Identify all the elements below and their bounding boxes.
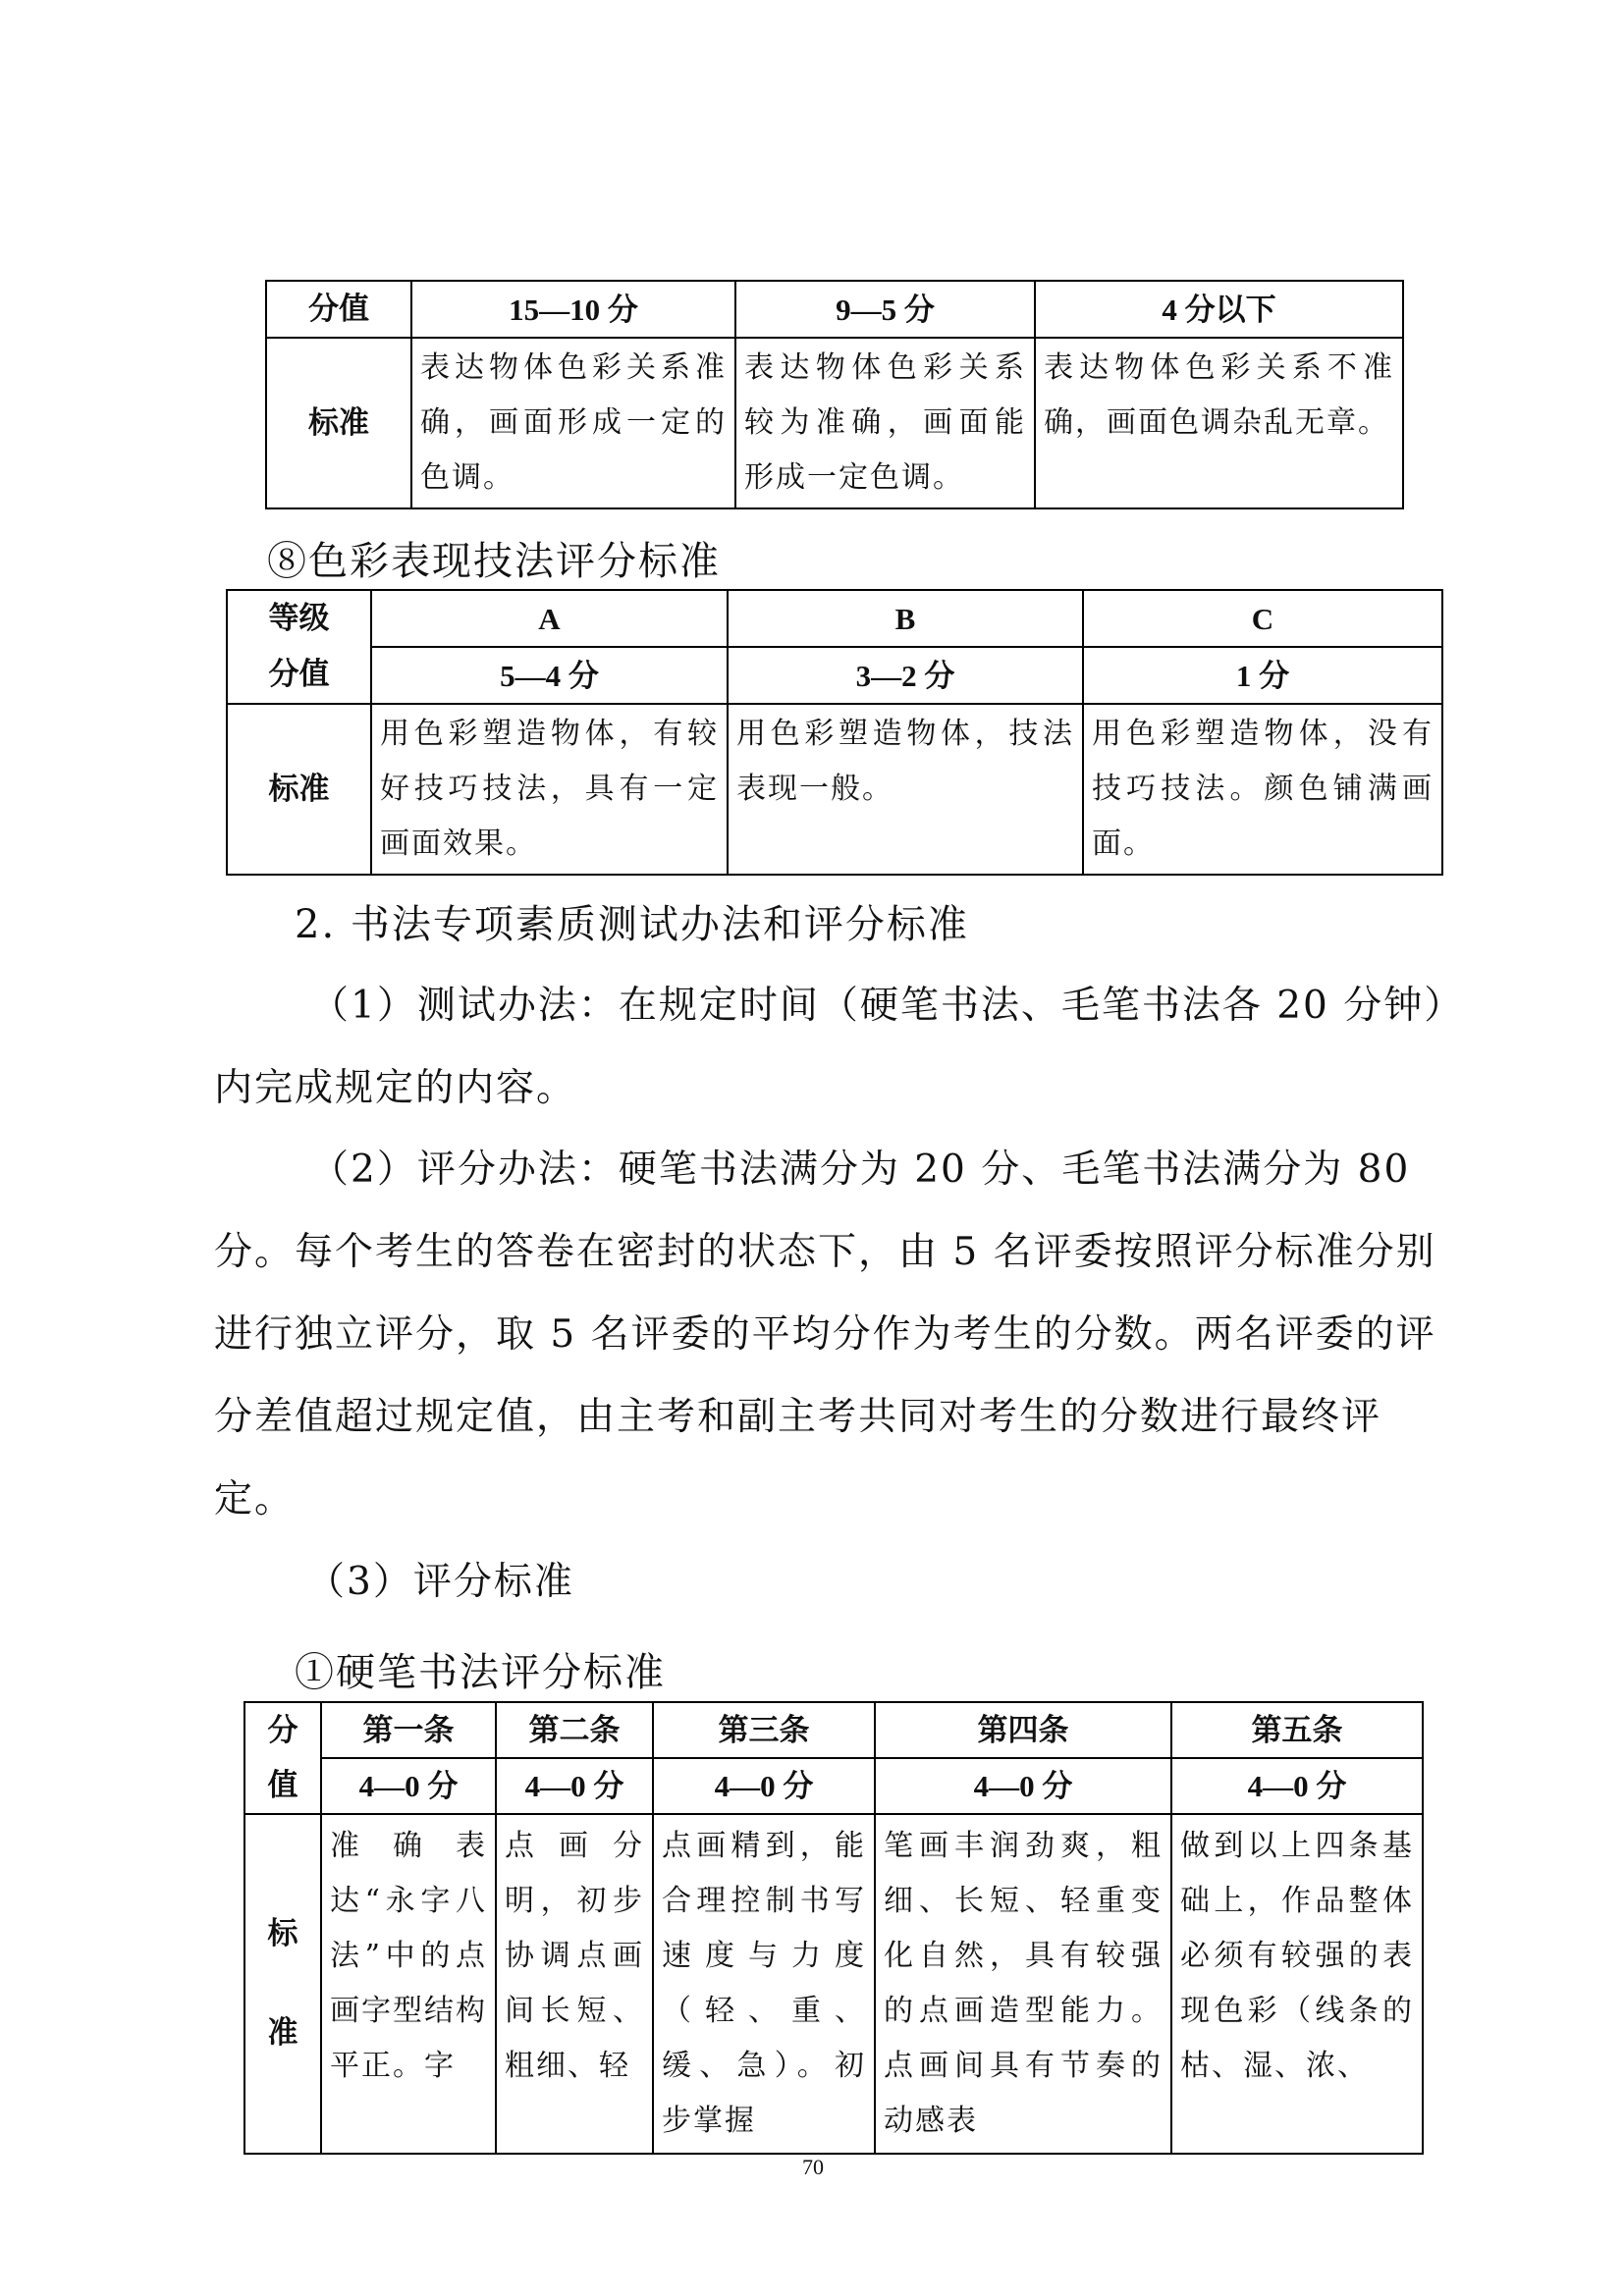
table3-score-2: 4—0 分: [496, 1758, 653, 1814]
table2-standard-label: 标准: [227, 704, 371, 875]
table3-item-5: 第五条: [1171, 1702, 1423, 1758]
table1-criteria-high: 表达物体色彩关系准确，画面形成一定的色调。: [411, 338, 735, 508]
paragraph-test-method: （1）测试办法：在规定时间（硬笔书法、毛笔书法各 20 分钟）内完成规定的内容。: [214, 984, 1445, 1110]
table3-criteria-4: 笔画丰润劲爽，粗细、长短、轻重变化自然，具有较强的点画造型能力。点画间具有节奏的动感表: [875, 1814, 1171, 2154]
table2-score-label: 分值: [227, 647, 371, 704]
table2-grade-a: A: [371, 590, 728, 647]
table3-standard-label: [244, 1814, 321, 2154]
paragraph-scoring-standard: （3）评分标准: [306, 1560, 574, 1604]
table3-score-label-char-2: 值: [267, 1767, 298, 1803]
table3-item-1: 第一条: [321, 1702, 496, 1758]
table3-item-4: 第四条: [875, 1702, 1171, 1758]
table2-grade-b: B: [728, 590, 1083, 647]
table1-criteria-mid: 表达物体色彩关系较为准确，画面能形成一定色调。: [735, 338, 1035, 508]
page-number: 70: [802, 2155, 824, 2179]
table1-score-high: 15—10 分: [411, 281, 735, 338]
table2-grade-c: C: [1083, 590, 1442, 647]
table2-grade-label: 等级: [227, 590, 371, 647]
table3-score-5: 4—0 分: [1171, 1758, 1423, 1814]
table3-score-label-char-1: 分: [267, 1712, 298, 1748]
table3-item-2: 第二条: [496, 1702, 653, 1758]
table3-criteria-1: 准确表达“永字八法”中的点画字型结构平正。字: [321, 1814, 496, 2154]
table1-score-low: 4 分以下: [1035, 281, 1403, 338]
section-title-calligraphy: 2. 书法专项素质测试办法和评分标准: [295, 902, 969, 947]
table1-score-mid: 9—5 分: [735, 281, 1035, 338]
section-heading-color-technique: ⑧色彩表现技法评分标准: [267, 539, 721, 584]
table2-score-b: 3—2 分: [728, 647, 1083, 704]
table3-score-4: 4—0 分: [875, 1758, 1171, 1814]
table3-score-label-top: [244, 1702, 321, 1758]
table3-score-label-bottom: [244, 1758, 321, 1814]
paragraph-scoring-method: （2）评分办法：硬笔书法满分为 20 分、毛笔书法满分为 80 分。每个考生的答卷在密封的状态下，由 5 名评委按照评分标准分别进行独立评分，取 5 名评委的平均分作为考生的分数。两名评委的评分差值超过规定值，由主考和副主考共同对考生的分数进行最终评定。: [214, 1148, 1436, 1522]
hard-pen-score-table: [244, 1701, 1424, 2155]
table3-standard-char-2: 准: [267, 2015, 298, 2051]
table1-criteria-low: 表达物体色彩关系不准确，画面色调杂乱无章。: [1035, 338, 1403, 508]
table3-criteria-3: 点画精到，能合理控制书写速度与力度（轻、重、缓、急）。初步掌握: [653, 1814, 875, 2154]
table3-criteria-2: 点画分明，初步协调点画间长短、粗细、轻: [496, 1814, 653, 2154]
table2-score-a: 5—4 分: [371, 647, 728, 704]
section-heading-hard-pen: ①硬笔书法评分标准: [295, 1650, 666, 1695]
table1-score-label: 分值: [266, 281, 411, 338]
table3-score-1: 4—0 分: [321, 1758, 496, 1814]
table2-criteria-b: 用色彩塑造物体，技法表现一般。: [728, 704, 1083, 875]
color-technique-score-table: [226, 589, 1443, 876]
table2-score-c: 1 分: [1083, 647, 1442, 704]
table2-criteria-c: 用色彩塑造物体，没有技巧技法。颜色铺满画面。: [1083, 704, 1442, 875]
table3-score-3: 4—0 分: [653, 1758, 875, 1814]
table3-standard-char-1: 标: [267, 1916, 298, 1951]
table3-item-3: 第三条: [653, 1702, 875, 1758]
table3-criteria-5: 做到以上四条基础上，作品整体必须有较强的表现色彩（线条的枯、湿、浓、: [1171, 1814, 1423, 2154]
color-relation-score-table: [265, 280, 1404, 509]
table2-criteria-a: 用色彩塑造物体，有较好技巧技法，具有一定画面效果。: [371, 704, 728, 875]
table1-standard-label: 标准: [266, 338, 411, 508]
